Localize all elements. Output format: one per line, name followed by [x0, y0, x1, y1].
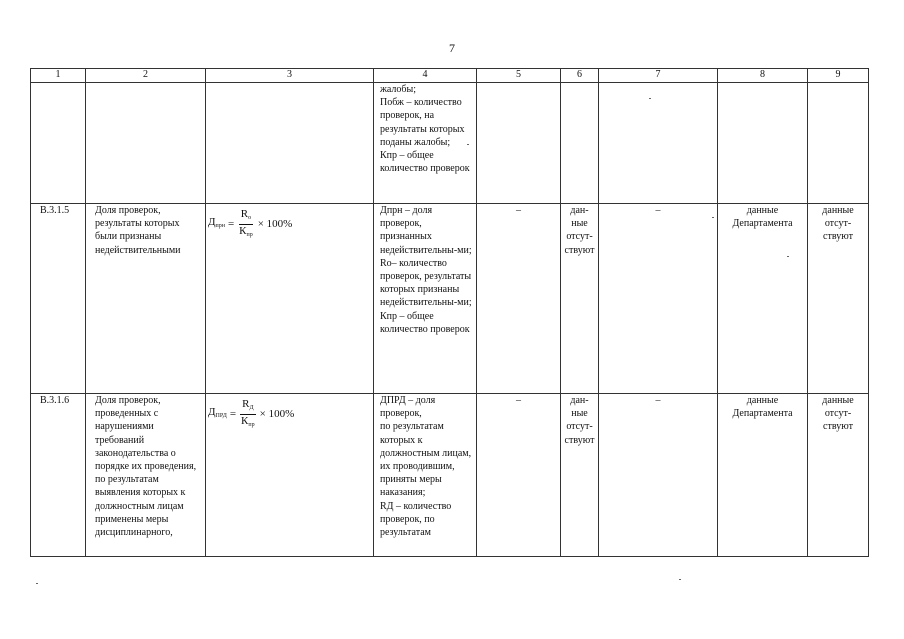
column-header: 1 — [31, 69, 86, 83]
indicator-definition: жалобы; Побж – количество проверок, на результаты которых поданы жалобы; Кпр – общее количество проверок — [374, 83, 477, 204]
cell-col8: данные Департамента — [718, 204, 808, 394]
scan-speck — [712, 217, 714, 218]
table-row — [31, 83, 869, 204]
indicator-name: Доля проверок, результаты которых были признаны недействительными — [86, 204, 206, 394]
indicators-table — [30, 68, 869, 557]
column-header: 6 — [561, 69, 599, 83]
cell-col7 — [599, 83, 718, 204]
column-header: 8 — [718, 69, 808, 83]
cell-col7: – — [599, 204, 718, 394]
scan-speck — [679, 579, 681, 580]
indicator-name — [86, 83, 206, 204]
cell-col6: дан- ные отсут- ствуют — [561, 394, 599, 557]
indicator-code: В.3.1.6 — [31, 394, 86, 557]
indicator-name: Доля проверок, проведенных с нарушениями требований законодательства о порядке их проведения, по результатам выявления которых к должностным лицам применены меры дисциплинарного, — [86, 394, 206, 557]
indicator-code: В.3.1.5 — [31, 204, 86, 394]
column-header-row — [31, 69, 869, 83]
cell-col9: данные отсут- ствуют — [808, 394, 869, 557]
column-header: 9 — [808, 69, 869, 83]
indicator-definition: ДПРД – доля проверок, по результатам которых к должностным лицам, их проводившим, приняты меры наказания; RД – количество проверок, по результатам — [374, 394, 477, 557]
cell-col5 — [477, 83, 561, 204]
cell-col6: дан- ные отсут- ствуют — [561, 204, 599, 394]
indicator-definition: Дпрн – доля проверок, признанных недействительны-ми; Rо– количество проверок, результаты которых признаны недействительны-ми; Кпр – общее количество проверок — [374, 204, 477, 394]
cell-col9: данные отсут- ствуют — [808, 204, 869, 394]
scan-speck — [649, 98, 651, 99]
cell-col6 — [561, 83, 599, 204]
table-row — [31, 204, 869, 394]
column-header: 4 — [374, 69, 477, 83]
indicator-formula: $Д_{ПРД}$ = $\frac{R_Д}{К_{пр}}$ × 100% — [206, 394, 374, 557]
column-header: 2 — [86, 69, 206, 83]
scan-speck — [467, 144, 469, 145]
column-header: 7 — [599, 69, 718, 83]
indicator-formula: $Д_{прн}$ = $\frac{R_о}{К_{пр}}$ × 100% — [206, 204, 374, 394]
scan-speck — [36, 583, 38, 584]
page-number: 7 — [449, 41, 455, 55]
cell-col9 — [808, 83, 869, 204]
indicator-formula — [206, 83, 374, 204]
cell-col8: данные Департамента — [718, 394, 808, 557]
cell-col7: – — [599, 394, 718, 557]
cell-col8 — [718, 83, 808, 204]
cell-col5: – — [477, 204, 561, 394]
cell-col5: – — [477, 394, 561, 557]
table-row — [31, 394, 869, 557]
column-header: 5 — [477, 69, 561, 83]
column-header: 3 — [206, 69, 374, 83]
indicator-code — [31, 83, 86, 204]
scan-speck — [787, 256, 789, 257]
